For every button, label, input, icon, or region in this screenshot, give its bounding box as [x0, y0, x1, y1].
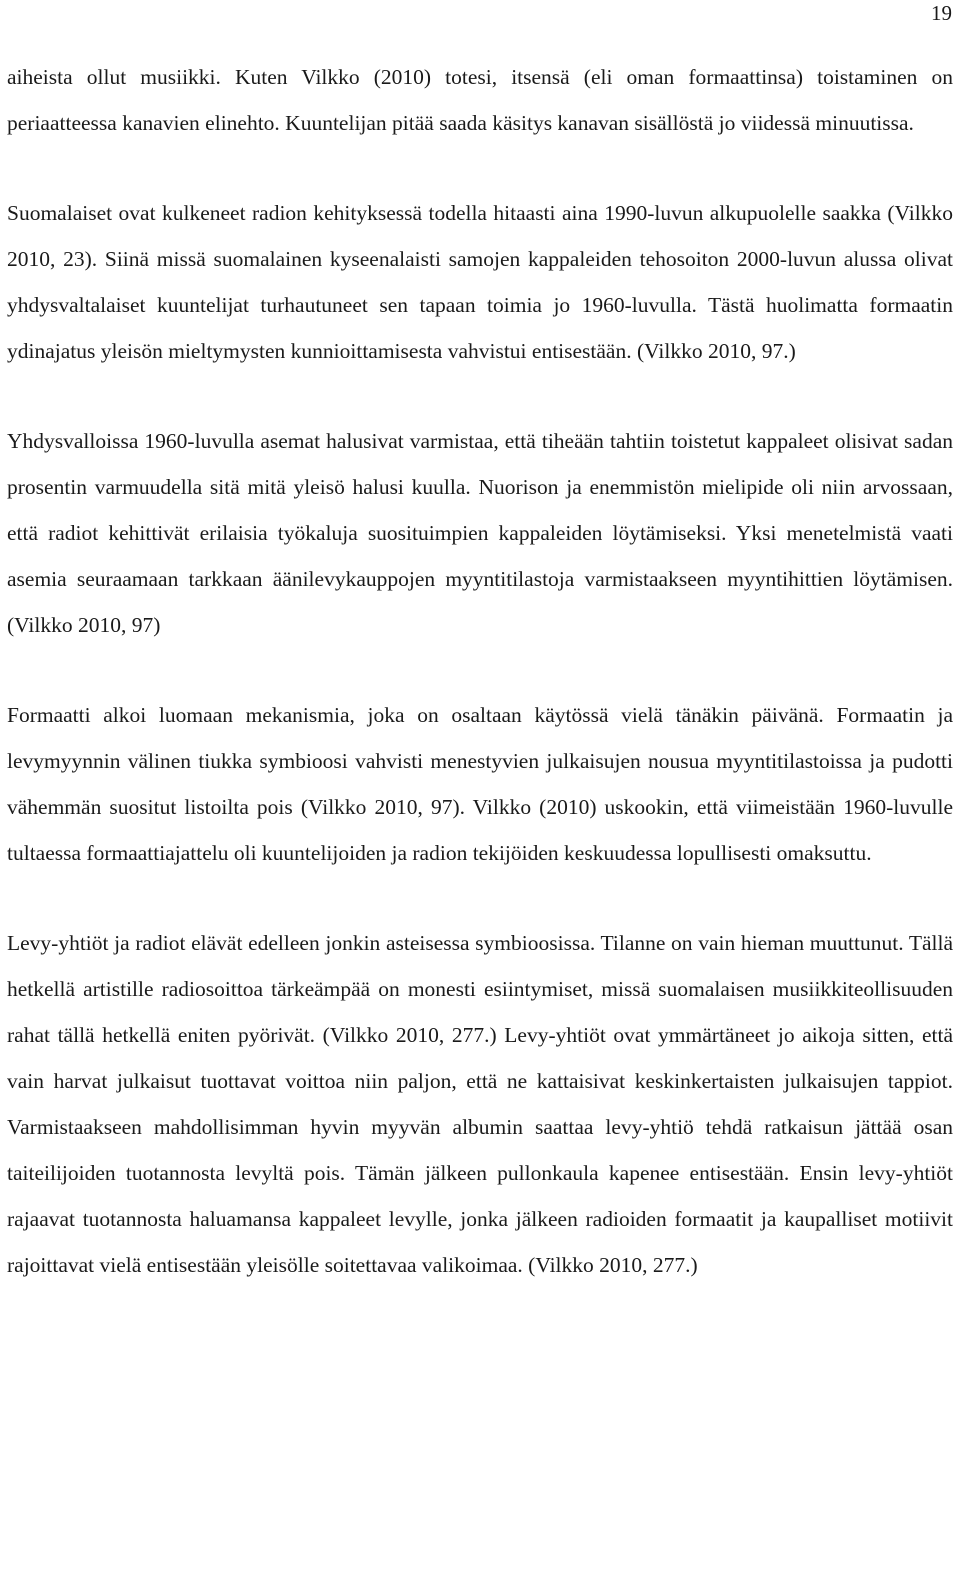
paragraph-4: Formaatti alkoi luomaan mekanismia, joka on osaltaan käytössä vielä tänäkin päivänä. Formaatin ja levymyynnin välinen tiukka symbioosi vahvisti menestyvien julkaisujen nousua myyntitilastoissa ja pudotti vähemmän suositut listoilta pois (Vilkko 2010, 97). Vilkko (2010) uskookin, että viimeistään 1960-luvulle tultaessa formaattiajattelu oli kuuntelijoiden ja radion tekijöiden keskuudessa lopullisesti omaksuttu. — [7, 703, 953, 865]
document-body — [7, 54, 953, 1288]
paragraph-2: Suomalaiset ovat kulkeneet radion kehityksessä todella hitaasti aina 1990-luvun alkupuolelle saakka (Vilkko 2010, 23). Siinä missä suomalainen kyseenalaisti samojen kappaleiden tehosoiton 2000-luvun alussa olivat yhdysvaltalaiset kuuntelijat turhautuneet sen tapaan toimia jo 1960-luvulla. Tästä huolimatta formaatin ydinajatus yleisön mieltymysten kunnioittamisesta vahvistui entisestään. (Vilkko 2010, 97.) — [7, 201, 953, 363]
page-number: 19 — [931, 1, 952, 25]
paragraph-5: Levy-yhtiöt ja radiot elävät edelleen jonkin asteisessa symbioosissa. Tilanne on vain hieman muuttunut. Tällä hetkellä artistille radiosoittoa tärkeämpää on monesti esiintymiset, missä suomalaisen musiikkiteollisuuden rahat tällä hetkellä eniten pyörivät. (Vilkko 2010, 277.) Levy-yhtiöt ovat ymmärtäneet jo aikoja sitten, että vain harvat julkaisut tuottavat voittoa niin paljon, että ne kattaisivat keskinkertaisten julkaisujen tappiot. Varmistaakseen mahdollisimman hyvin myyvän albumin saattaa levy-yhtiö tehdä ratkaisun jättää osan taiteilijoiden tuotannosta levyltä pois. Tämän jälkeen pullonkaula kapenee entisestään. Ensin levy-yhtiöt rajaavat tuotannosta haluamansa kappaleet levylle, jonka jälkeen radioiden formaatit ja kaupalliset motiivit rajoittavat vielä entisestään yleisölle soitettavaa valikoimaa. (Vilkko 2010, 277.) — [7, 931, 953, 1277]
paragraph-1: aiheista ollut musiikki. Kuten Vilkko (2010) totesi, itsensä (eli oman formaattinsa) toistaminen on periaatteessa kanavien elinehto. Kuuntelijan pitää saada käsitys kanavan sisällöstä jo viidessä minuutissa. — [7, 65, 953, 135]
paragraph-3: Yhdysvalloissa 1960-luvulla asemat halusivat varmistaa, että tiheään tahtiin toistetut kappaleet olisivat sadan prosentin varmuudella sitä mitä yleisö halusi kuulla. Nuorison ja enemmistön mielipide oli niin arvossaan, että radiot kehittivät erilaisia työkaluja suosituimpien kappaleiden löytämiseksi. Yksi menetelmistä vaati asemia seuraamaan tarkkaan äänilevykauppojen myyntitilastoja varmistaakseen myyntihittien löytämisen. (Vilkko 2010, 97) — [7, 429, 953, 637]
